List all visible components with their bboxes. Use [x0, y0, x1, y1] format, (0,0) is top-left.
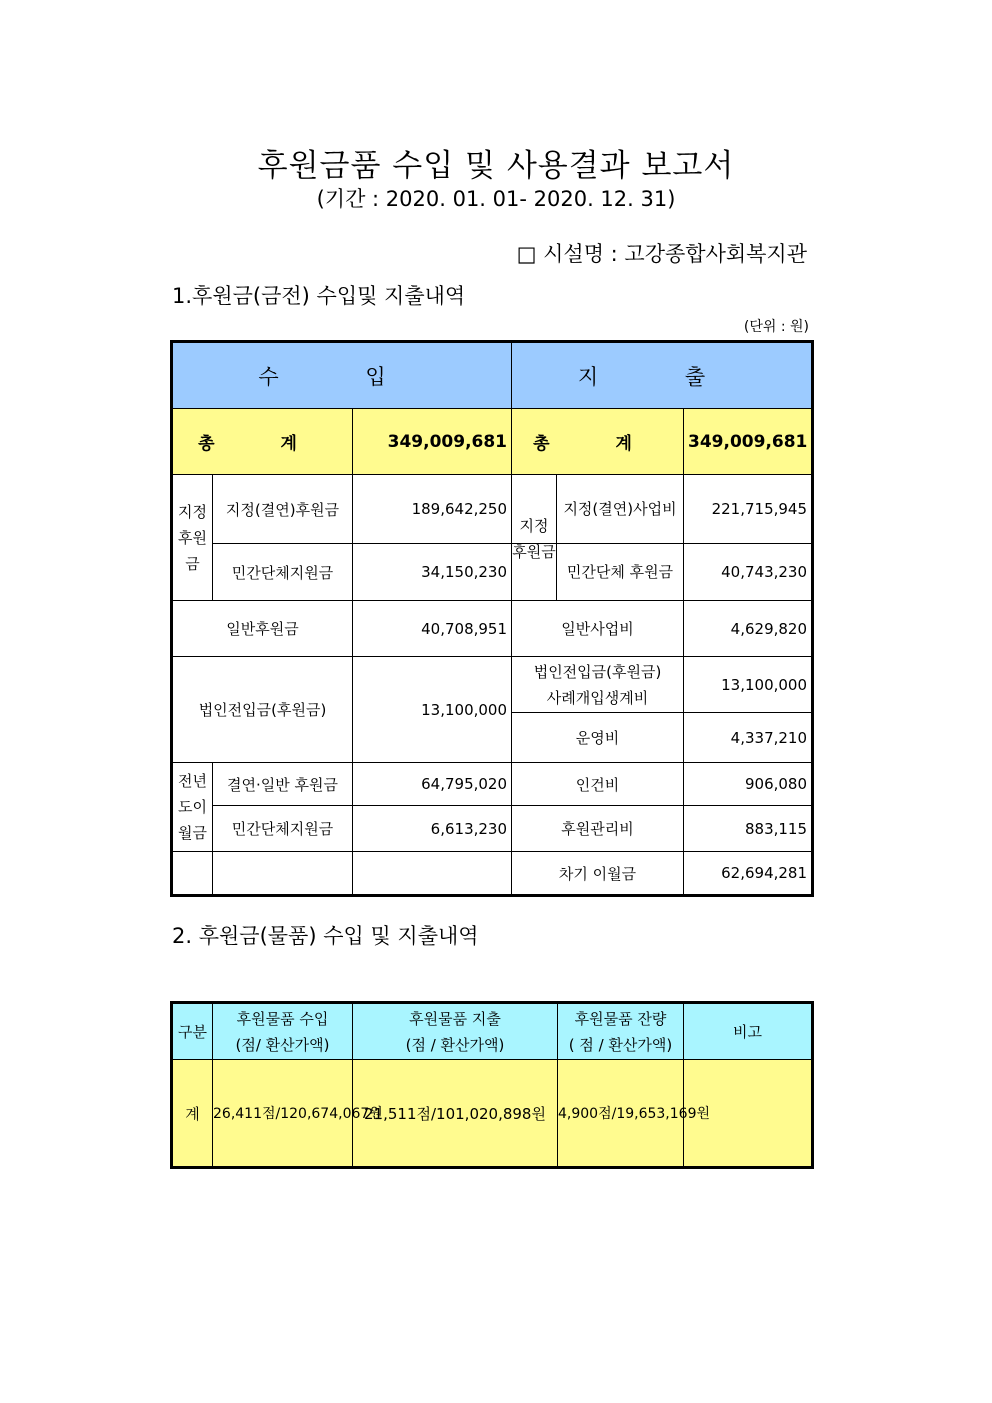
expense-row-label: 운영비: [512, 713, 684, 763]
income-row-label: 법인전입금(후원금): [172, 657, 353, 763]
section1-heading: 1.후원금(금전) 수입및 지출내역: [172, 284, 466, 308]
expense-row-label: 후원관리비: [512, 806, 684, 852]
empty-cell: [213, 852, 353, 896]
income-row-value: 34,150,230: [353, 544, 512, 601]
income-total-label: 총 계: [172, 409, 353, 475]
goods-expense-header: 후원물품 지출 (점 / 환산가액): [353, 1003, 558, 1060]
income-row-label: 일반후원금: [172, 601, 353, 657]
goods-balance-header: 후원물품 잔량 ( 점 / 환산가액): [558, 1003, 684, 1060]
cash-donation-table: [170, 340, 814, 897]
empty-cell: [353, 852, 512, 896]
expense-total-value: 349,009,681: [684, 409, 813, 475]
expense-row-value: 4,629,820: [684, 601, 813, 657]
expense-row-value: 906,080: [684, 763, 813, 806]
income-row-label: 민간단체지원금: [213, 806, 353, 852]
expense-row-label: 법인전입금(후원금) 사례개입생계비: [512, 657, 684, 713]
expense-total-label: 총 계: [512, 409, 684, 475]
expense-row-value: 221,715,945: [684, 475, 813, 544]
category-header: 구분: [172, 1003, 213, 1060]
goods-donation-table: [170, 1001, 814, 1169]
prev-year-group-label: 전년 도이 월금: [172, 763, 213, 852]
income-row-value: 64,795,020: [353, 763, 512, 806]
expense-header: 지 출: [512, 342, 813, 409]
income-row-label: 민간단체지원금: [213, 544, 353, 601]
facility-name: □ 시설명 : 고강종합사회복지관: [516, 242, 807, 266]
expense-row-value: 4,337,210: [684, 713, 813, 763]
expense-row-value: 883,115: [684, 806, 813, 852]
income-total-value: 349,009,681: [353, 409, 512, 475]
income-row-value: 40,708,951: [353, 601, 512, 657]
expense-row-value: 40,743,230: [684, 544, 813, 601]
section2-heading: 2. 후원금(물품) 수입 및 지출내역: [172, 924, 479, 948]
expense-row-label: 인건비: [512, 763, 684, 806]
expense-row-value: 62,694,281: [684, 852, 813, 896]
expense-row-label: 차기 이월금: [512, 852, 684, 896]
empty-cell: [172, 852, 213, 896]
goods-income-value: 26,411점/120,674,067원: [213, 1060, 353, 1168]
goods-balance-value: 4,900점/19,653,169원: [558, 1060, 684, 1168]
goods-expense-value: 21,511점/101,020,898원: [353, 1060, 558, 1168]
expense-row-label: 일반사업비: [512, 601, 684, 657]
income-row-value: 13,100,000: [353, 657, 512, 763]
income-header: 수 입: [172, 342, 512, 409]
note-header: 비고: [684, 1003, 813, 1060]
expense-row-label: 민간단체 후원금: [556, 544, 683, 600]
income-row-label: 결연·일반 후원금: [213, 763, 353, 806]
designated-expense-group-label: 지정 후원금: [512, 517, 556, 561]
designated-group-label: 지정 후원 금: [172, 475, 213, 601]
report-period: (기간 : 2020. 01. 01- 2020. 12. 31): [316, 187, 676, 211]
income-row-label: 지정(결연)후원금: [213, 475, 353, 544]
goods-income-header: 후원물품 수입 (점/ 환산가액): [213, 1003, 353, 1060]
income-row-value: 6,613,230: [353, 806, 512, 852]
income-row-value: 189,642,250: [353, 475, 512, 544]
unit-label: (단위 : 원): [743, 319, 809, 335]
total-row-label: 계: [172, 1060, 213, 1168]
page-title: 후원금품 수입 및 사용결과 보고서: [257, 148, 735, 184]
expense-row-label: 지정(결연)사업비: [556, 475, 683, 543]
expense-row-value: 13,100,000: [684, 657, 813, 713]
